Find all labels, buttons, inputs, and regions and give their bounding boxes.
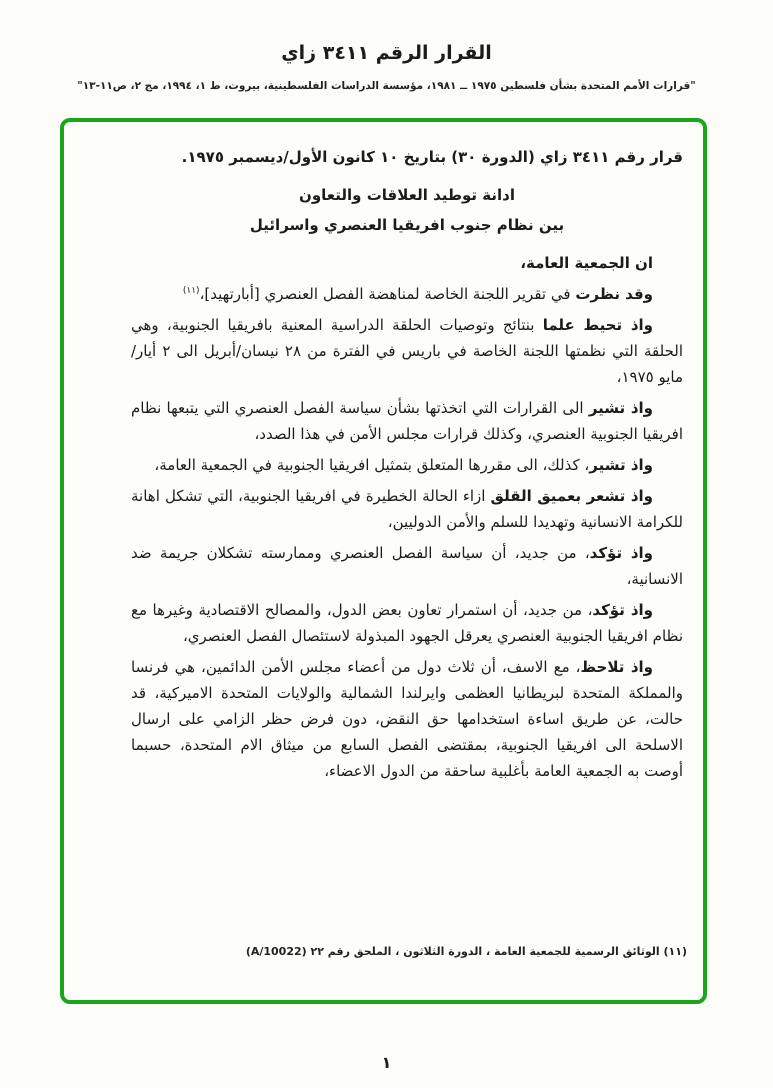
paragraph-lead: واذ تؤكد [592, 601, 653, 619]
green-border-box [60, 118, 707, 1004]
salutation: ان الجمعية العامة، [520, 254, 653, 272]
paragraph-text: ، من جديد، أن سياسة الفصل العنصري وممارسته تشكلان جريمة ضد الانسانية، [131, 544, 683, 588]
paragraph-lead: واذ تحيط علما [542, 316, 654, 334]
paragraph-lead: واذ تشير [588, 399, 653, 417]
paragraph [131, 452, 683, 478]
paragraph [131, 281, 683, 307]
paragraph [131, 312, 683, 390]
page-number: ١ [381, 1053, 392, 1072]
paragraph [131, 540, 683, 592]
paragraph [131, 654, 683, 784]
paragraph [131, 395, 683, 447]
paragraph-lead: واذ تشعر بعميق القلق [490, 487, 653, 505]
paragraph-text: بنتائج وتوصيات الحلقة الدراسية المعنية بافريقيا الجنوبية، وهي الحلقة التي نظمتها اللجنة الخاصة في باريس في الفترة من ٢٨ نيسان/أبريل الى ٢ أيار/مايو ١٩٧٥، [131, 316, 684, 386]
paragraph-text: ، مع الاسف، أن ثلاث دول من أعضاء مجلس الأمن الدائمين، هي فرنسا والمملكة المتحدة لبريطانيا العظمى وايرلندا الشمالية والولايات المتحدة الاميركية، قد حالت، عن طريق اساءة استخدامها حق النقض، دون فرض حظر الزامي على ارسال الاسلحة الى افريقيا الجنوبية، بمقتضى الفصل السابع من ميثاق الام المتحدة، حسبما أوصت به الجمعية العامة بأغلبية ساحقة من الدول الاعضاء، [131, 658, 683, 780]
paragraph [131, 483, 683, 535]
resolution-heading-line2: بين نظام جنوب افريقيا العنصري واسرائيل [249, 216, 565, 234]
document-content [131, 144, 683, 789]
paragraph-text: ازاء الحالة الخطيرة في افريقيا الجنوبية، التي تشكل اهانة للكرامة الانسانية وتهديدا للسلم والأمن الدوليين، [131, 487, 683, 531]
paragraph-lead: واذ تشير [589, 456, 653, 474]
footnote: (١١) الوثائق الرسمية للجمعية العامة ، الدورة الثلاثون ، الملحق رقم ٢٢ (A/10022) [245, 945, 687, 958]
resolution-heading-line1: ادانة توطيد العلاقات والتعاون [299, 186, 515, 204]
paragraph-text: ، من جديد، أن استمرار تعاون بعض الدول، والمصالح الاقتصادية وغيرها مع نظام افريقيا الجنوبية العنصري يعرقل الجهود المبذولة لاستئصال الفصل العنصري، [131, 601, 683, 645]
paragraph-text: ، كذلك، الى مقررها المتعلق بتمثيل افريقيا الجنوبية في الجمعية العامة، [154, 456, 590, 474]
paragraph [131, 597, 683, 649]
page-title: القرار الرقم ٣٤١١ زاي [281, 42, 492, 64]
footnote-reference: (١١) [182, 286, 200, 296]
paragraph-lead: واذ تؤكد [589, 544, 653, 562]
source-citation-line: "قرارات الأمم المتحدة بشأن فلسطين ١٩٧٥ ــ ١٩٨١، مؤسسة الدراسات الفلسطينية، بيروت، ط ١، ١٩٩٤، مج ٢، ص١١-١٣" [77, 80, 696, 92]
paragraph-text: الى القرارات التي اتخذتها بشأن سياسة الفصل العنصري التي يتبعها نظام افريقيا الجنوبية العنصري، وكذلك قرارات مجلس الأمن في هذا الصدد، [131, 399, 683, 443]
resolution-intro: قرار رقم ٣٤١١ زاي (الدورة ٣٠) بتاريخ ١٠ كانون الأول/ديسمبر ١٩٧٥. [181, 148, 683, 166]
paragraph-lead: وقد نظرت [575, 285, 653, 303]
paragraph-lead: واذ تلاحظ [580, 658, 653, 676]
paragraph-text: في تقرير اللجنة الخاصة لمناهضة الفصل العنصري [أبارتهيد]، [199, 285, 576, 303]
